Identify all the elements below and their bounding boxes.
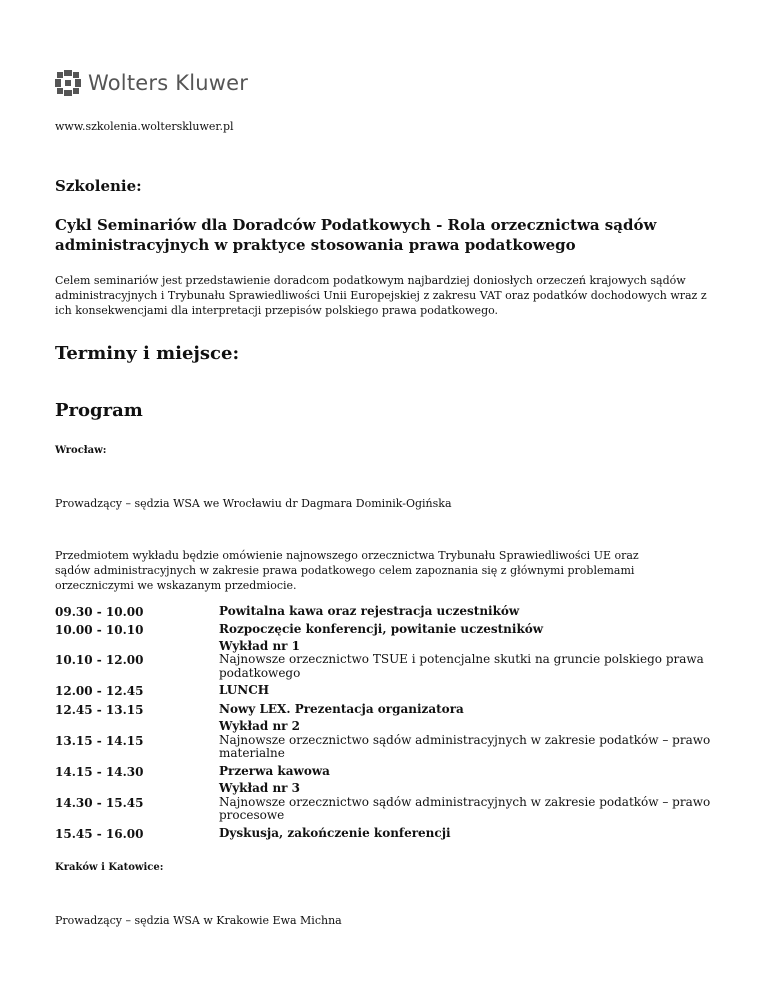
brand-logo <box>55 70 248 96</box>
schedule-row <box>55 824 715 843</box>
intro-paragraph: Celem seminariów jest przedstawienie doradcom podatkowym najbardziej doniosłych orzeczeń krajowych sądów administracyjnych i Trybunału Sprawiedliwości Unii Europejskiej z zakresu VAT oraz podatków dochodowych wraz z ich konsekwencjami dla interpretacji przepisów polskiego prawa podatkowego. <box>55 274 707 317</box>
schedule-time: 09.30 - 10.00 <box>55 604 144 619</box>
lecturer-krakow-katowice: Prowadzący – sędzia WSA w Krakowie Ewa Michna <box>55 914 342 927</box>
training-label: Szkolenie: <box>55 177 142 195</box>
schedule-row <box>55 781 715 824</box>
schedule-detail: Najnowsze orzecznictwo sądów administracyjnych w zakresie podatków – prawo procesowe <box>219 794 711 823</box>
schedule-row <box>55 762 715 781</box>
website-link[interactable]: www.szkolenia.wolterskluwer.pl <box>55 120 234 133</box>
schedule-detail: Najnowsze orzecznictwo sądów administracyjnych w zakresie podatków – prawo materialne <box>219 732 711 761</box>
schedule-title: Wykład nr 2 <box>219 719 301 734</box>
schedule-time: 12.00 - 12.45 <box>55 683 144 698</box>
brand-name: Wolters Kluwer <box>88 71 249 95</box>
schedule-table <box>55 603 715 843</box>
schedule-time: 14.30 - 15.45 <box>55 795 144 810</box>
schedule-time: 13.15 - 14.15 <box>55 733 144 748</box>
schedule-row <box>55 620 715 639</box>
schedule-time: 15.45 - 16.00 <box>55 826 144 841</box>
schedule-title: LUNCH <box>219 682 270 697</box>
schedule-row <box>55 681 715 700</box>
schedule-title: Dyskusja, zakończenie konferencji <box>219 825 451 840</box>
schedule-time: 14.15 - 14.30 <box>55 764 144 779</box>
schedule-detail: Najnowsze orzecznictwo TSUE i potencjalne skutki na gruncie polskiego prawa podatkowego <box>219 652 704 680</box>
schedule-row <box>55 719 715 762</box>
schedule-time: 10.10 - 12.00 <box>55 653 144 667</box>
schedule-row <box>55 700 715 719</box>
training-title: Cykl Seminariów dla Doradców Podatkowych - Rola orzecznictwa sądów administracyjnych w praktyce stosowania prawa podatkowego <box>55 216 657 254</box>
city-krakow-katowice: Kraków i Katowice: <box>55 862 164 873</box>
schedule-time: 12.45 - 13.15 <box>55 702 144 717</box>
city-wroclaw: Wrocław: <box>55 445 107 456</box>
schedule-row <box>55 603 715 620</box>
lecturer-wroclaw: Prowadzący – sędzia WSA we Wrocławiu dr Dagmara Dominik-Ogińska <box>55 497 452 510</box>
schedule-title: Rozpoczęcie konferencji, powitanie uczestników <box>219 621 544 636</box>
schedule-title: Przerwa kawowa <box>219 763 330 778</box>
terms-heading: Terminy i miejsce: <box>55 343 240 364</box>
schedule-title: Nowy LEX. Prezentacja organizatora <box>219 701 464 716</box>
program-heading: Program <box>55 400 143 421</box>
schedule-title: Wykład nr 1 <box>219 638 301 653</box>
lecture-description: Przedmiotem wykładu będzie omówienie najnowszego orzecznictwa Trybunału Sprawiedliwości UE oraz sądów administracyjnych w zakresie prawa podatkowego celem zapoznania się z głównymi problemami orzeczniczymi we wskazanym przedmiocie. <box>55 549 639 592</box>
schedule-title: Powitalna kawa oraz rejestracja uczestników <box>219 603 520 618</box>
wolters-kluwer-logo-icon <box>55 70 81 96</box>
schedule-title: Wykład nr 3 <box>219 781 301 796</box>
schedule-time: 10.00 - 10.10 <box>55 622 144 637</box>
schedule-row <box>55 639 715 681</box>
